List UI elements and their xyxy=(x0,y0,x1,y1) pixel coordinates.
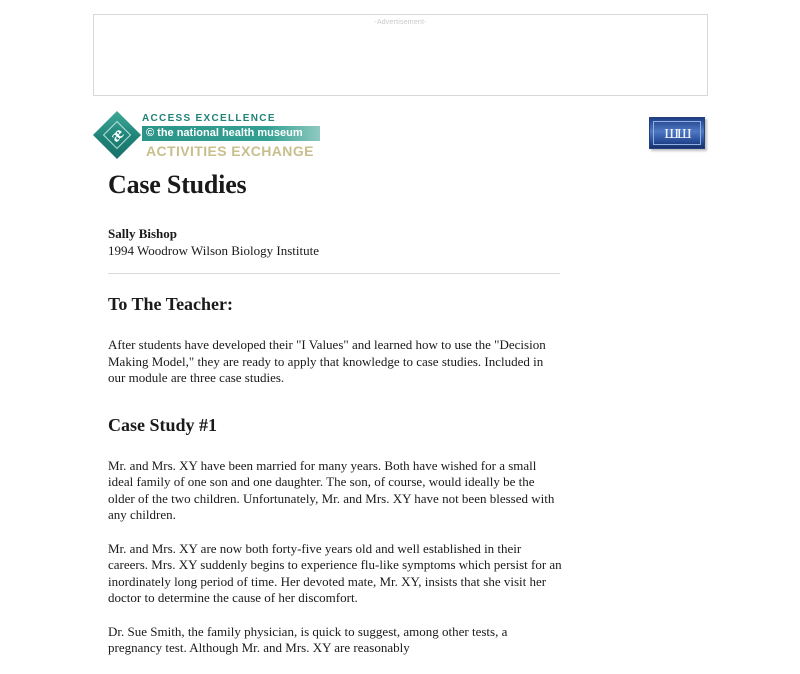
paragraph: Dr. Sue Smith, the family physician, is quick to suggest, among other tests, a pregnancy test. Although Mr. and Mrs. XY are reasonably xyxy=(108,623,508,655)
ae-logo-line-national-health-museum: © the national health museum xyxy=(146,127,303,139)
advertisement-slot xyxy=(93,14,708,96)
header-divider xyxy=(108,273,560,274)
woodrow-wilson-logo[interactable] xyxy=(649,117,705,149)
advertisement-label: -Advertisement- xyxy=(374,19,427,26)
document-content xyxy=(108,170,563,674)
paragraph: Mr. and Mrs. XY are now both forty-five years old and well established in their careers. Mrs. XY suddenly begins to experience flu-like symptoms which persist for an inordinately long period of time. Her devoted mate, Mr. XY, insists that she visit her doctor to determine the cause of her discomfort. xyxy=(108,540,562,605)
page-title: Case Studies xyxy=(108,170,247,199)
masthead xyxy=(98,112,718,170)
ae-logo-teal-bar xyxy=(142,126,320,141)
paragraph: After students have developed their "I Values" and learned how to use the "Decision Making Model," they are ready to apply that knowledge to case studies. Included in our module are three case studies. xyxy=(108,337,546,385)
access-excellence-logo[interactable] xyxy=(98,112,320,168)
ww-logo-text: шш xyxy=(664,122,690,143)
section-heading-case-study-1: Case Study #1 xyxy=(108,414,218,435)
paragraph: Mr. and Mrs. XY have been married for many years. Both have wished for a small ideal family of one son and one daughter. The son, of course, would ideally be the older of the two children. Unfortunately, Mr. and Mrs. XY have not been blessed with any children. xyxy=(108,457,555,522)
ae-monogram-icon: æ xyxy=(105,123,128,146)
author-affiliation: 1994 Woodrow Wilson Biology Institute xyxy=(108,243,320,258)
ae-logo-line-activities-exchange: ACTIVITIES EXCHANGE xyxy=(146,143,314,159)
section-heading-to-the-teacher: To The Teacher: xyxy=(108,294,234,314)
ae-logo-line-access-excellence: ACCESS EXCELLENCE xyxy=(142,113,276,124)
author-name: Sally Bishop xyxy=(108,226,178,241)
